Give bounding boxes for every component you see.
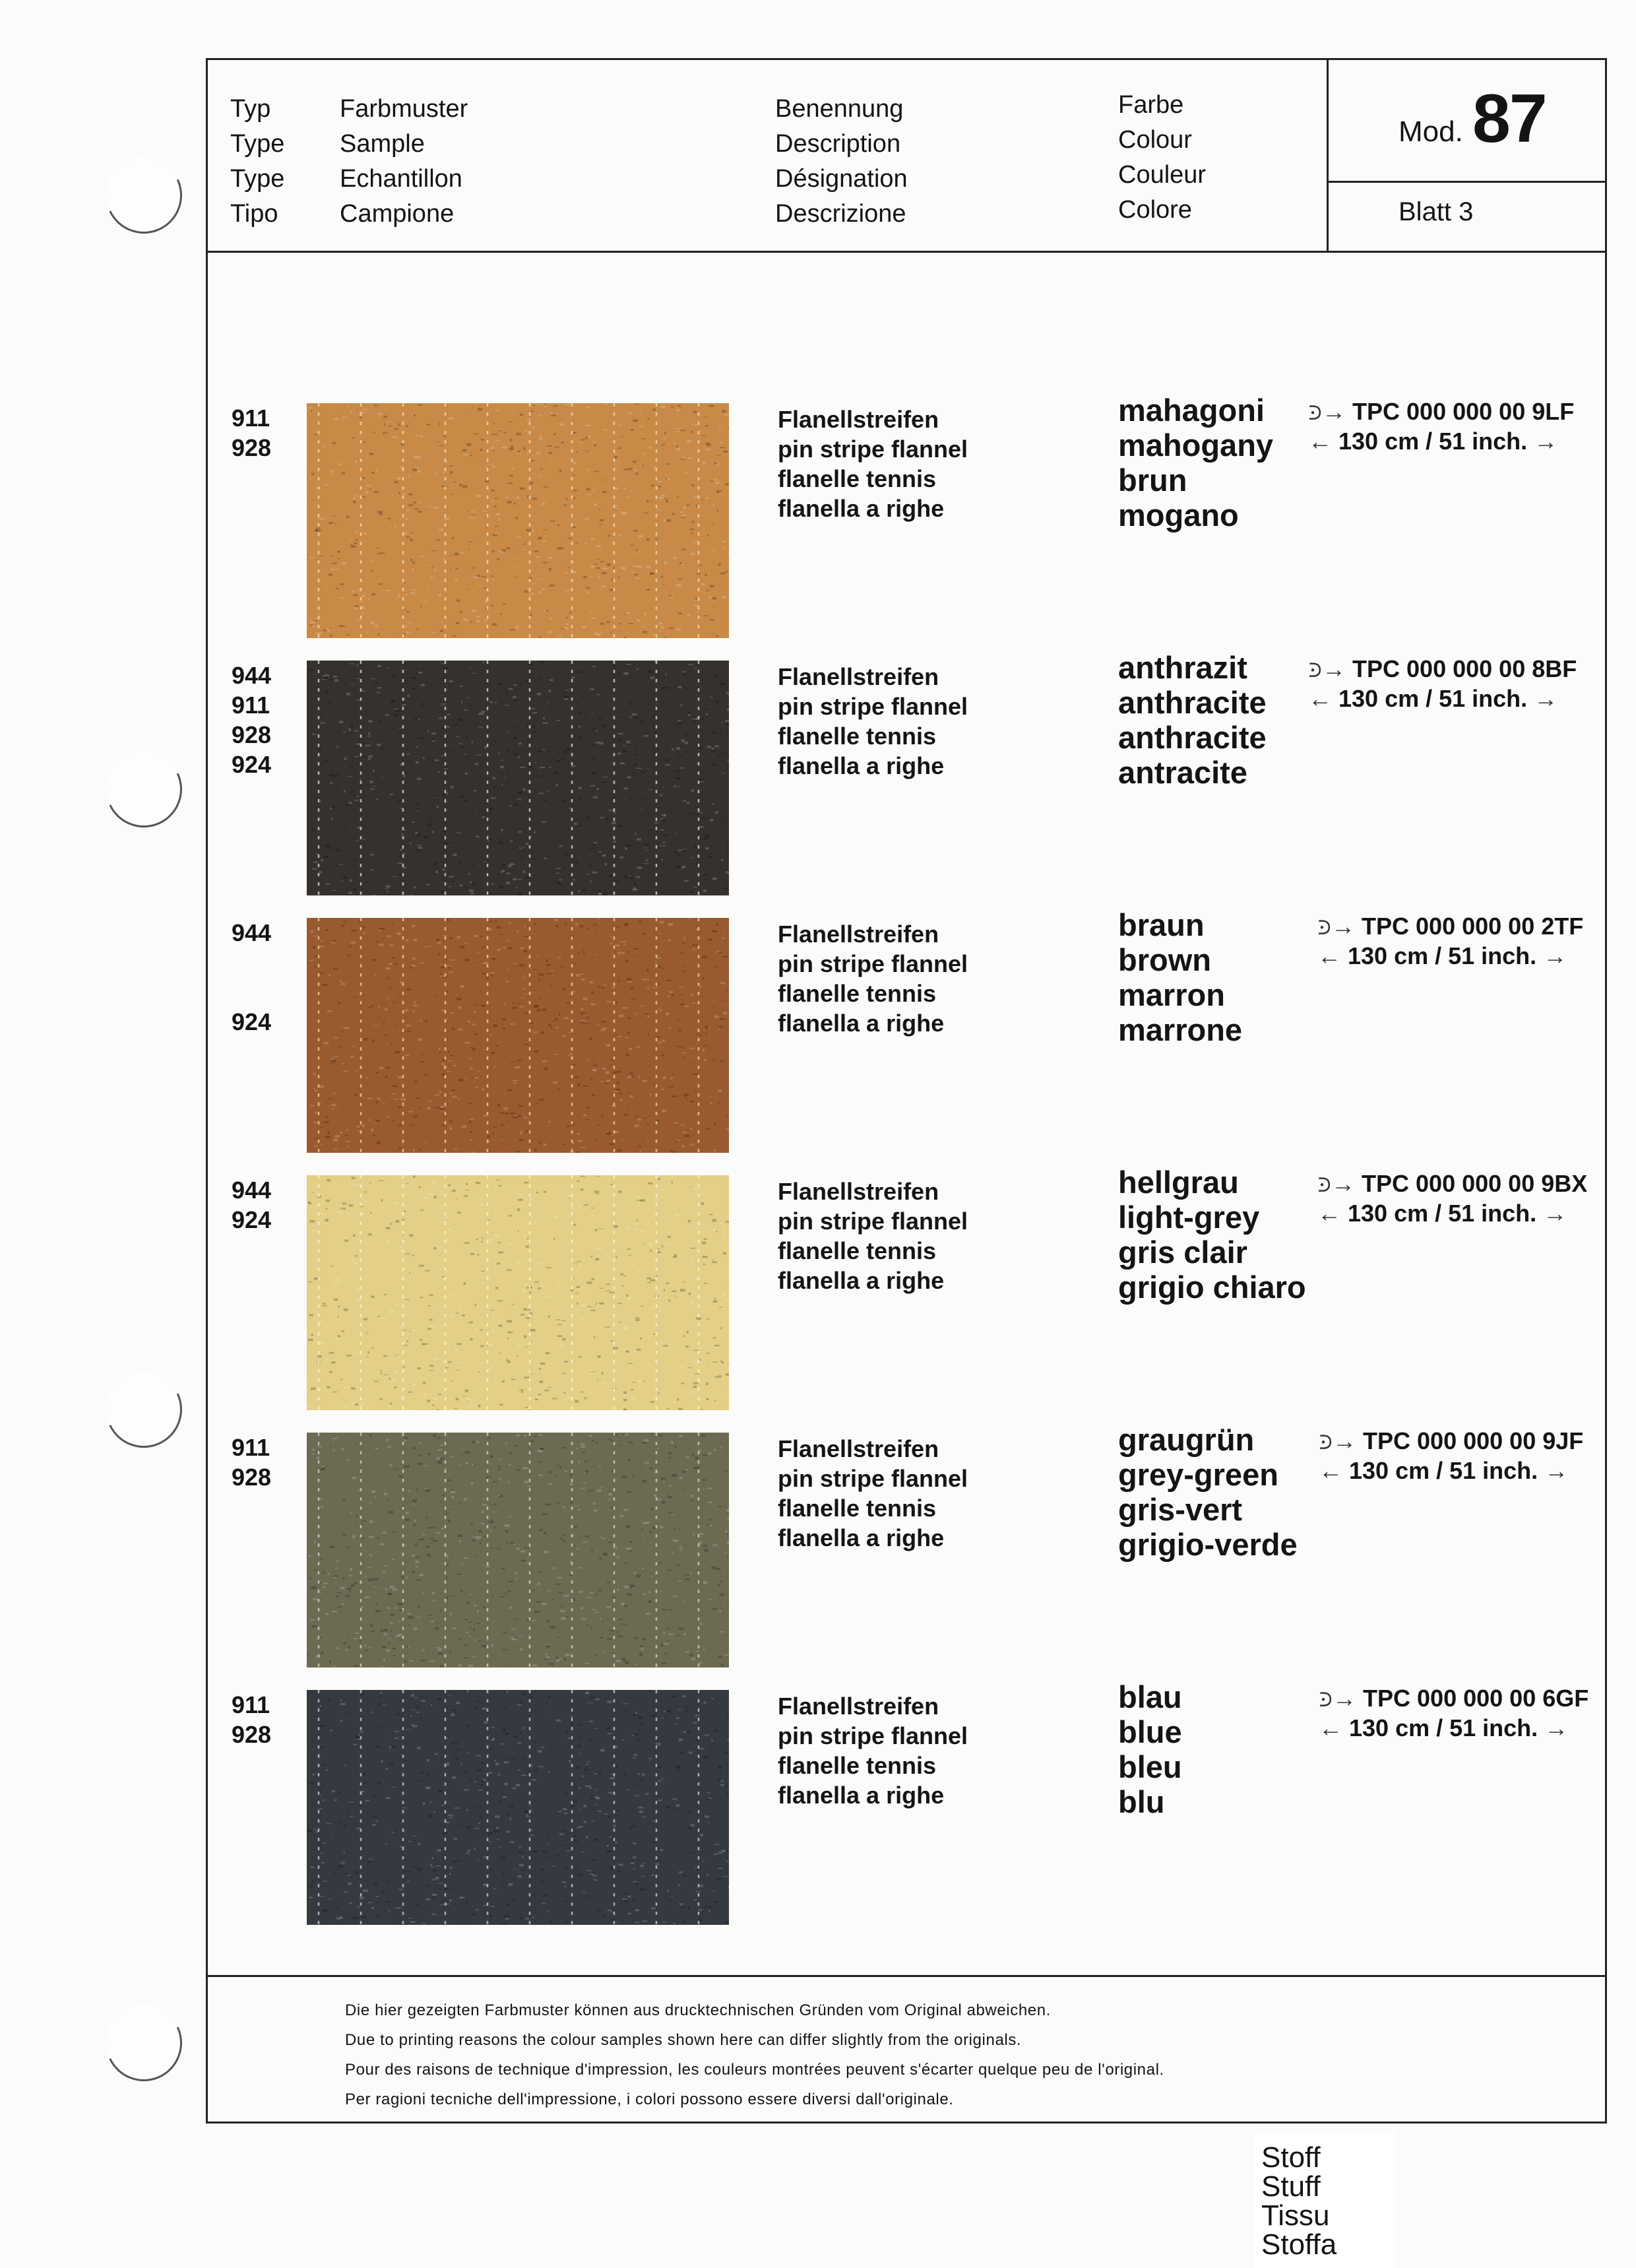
sample-code: 911 bbox=[232, 1434, 270, 1461]
tpc-code: TPC 000 000 00 9LF bbox=[1352, 398, 1575, 425]
tpc-code: TPC 000 000 00 2TF bbox=[1362, 913, 1584, 940]
sample-code: 928 bbox=[232, 721, 272, 748]
disclaimer-line-en: Due to printing reasons the colour samples shown here can differ slightly from the originals. bbox=[345, 2031, 1022, 2049]
fabric-swatch bbox=[307, 1433, 729, 1668]
description-line: Flanellstreifen bbox=[778, 921, 939, 948]
header-label: Benennung bbox=[775, 95, 904, 123]
description-line: Flanellstreifen bbox=[778, 1178, 939, 1205]
fabric-description bbox=[778, 1434, 968, 1553]
article-spec bbox=[1317, 911, 1583, 971]
sample-column-header bbox=[340, 92, 468, 232]
fabric-width: 130 cm / 51 inch. bbox=[1349, 1714, 1538, 1741]
sample-code bbox=[232, 977, 271, 1007]
disclaimer-text bbox=[345, 1995, 1164, 2114]
sample-code: 911 bbox=[232, 405, 270, 432]
colour-name: antracite bbox=[1118, 755, 1247, 790]
description-line: flanelle tennis bbox=[778, 1752, 937, 1779]
loop-arrow-icon: ⪾→ bbox=[1317, 913, 1362, 940]
header-label: Echantillon bbox=[340, 165, 462, 193]
description-line: Flanellstreifen bbox=[778, 663, 939, 690]
sample-code: 911 bbox=[232, 1691, 270, 1718]
colour-name: hellgrau bbox=[1118, 1165, 1239, 1200]
arrow-left-icon: ← bbox=[1317, 942, 1348, 969]
tpc-code: TPC 000 000 00 9BX bbox=[1362, 1170, 1588, 1197]
arrow-left-icon: ← bbox=[1308, 428, 1339, 455]
colour-name: grigio-verde bbox=[1118, 1527, 1298, 1562]
colour-name: gris clair bbox=[1118, 1235, 1247, 1270]
disclaimer-line-fr: Pour des raisons de technique d'impression, les couleurs montrées peuvent s'écarter quelque peu de l'original. bbox=[345, 2061, 1164, 2079]
punch-hole bbox=[95, 146, 193, 245]
arrow-right-icon: → bbox=[1536, 1200, 1567, 1227]
header-label: Farbmuster bbox=[340, 95, 468, 123]
header-label: Colour bbox=[1118, 126, 1192, 154]
sample-codes bbox=[232, 1433, 271, 1492]
colour-name: light-grey bbox=[1118, 1200, 1260, 1235]
sample-codes bbox=[232, 1690, 271, 1749]
header-label: Tipo bbox=[230, 200, 278, 228]
fabric-width: 130 cm / 51 inch. bbox=[1349, 1457, 1538, 1484]
arrow-right-icon: → bbox=[1538, 1457, 1569, 1484]
colour-names bbox=[1118, 393, 1273, 533]
corner-label-line: Tissu bbox=[1261, 2199, 1330, 2232]
colour-name: gris-vert bbox=[1118, 1492, 1243, 1527]
fabric-width: 130 cm / 51 inch. bbox=[1348, 942, 1537, 969]
sample-code: 924 bbox=[232, 751, 272, 778]
description-line: Flanellstreifen bbox=[778, 1693, 939, 1720]
fabric-swatch bbox=[307, 918, 729, 1153]
sample-code: 911 bbox=[232, 692, 270, 719]
corner-label-line: Stoff bbox=[1261, 2141, 1321, 2174]
sample-row bbox=[208, 1679, 1605, 1928]
colour-name: mogano bbox=[1118, 498, 1239, 533]
header-label: Couleur bbox=[1118, 161, 1207, 189]
colour-name: anthracite bbox=[1118, 685, 1267, 720]
colour-name: brun bbox=[1118, 463, 1187, 498]
colour-name: anthrazit bbox=[1118, 650, 1247, 685]
colour-names bbox=[1118, 907, 1242, 1047]
fabric-description bbox=[778, 919, 968, 1038]
description-line: flanelle tennis bbox=[778, 465, 937, 492]
fabric-width: 130 cm / 51 inch. bbox=[1338, 428, 1528, 455]
description-line: pin stripe flannel bbox=[778, 436, 968, 463]
sample-row bbox=[208, 393, 1605, 641]
type-column-header bbox=[230, 92, 284, 232]
header-label: Type bbox=[230, 130, 285, 158]
colour-names bbox=[1118, 1422, 1298, 1562]
arrow-left-icon: ← bbox=[1308, 685, 1339, 712]
sample-code: 944 bbox=[232, 1177, 272, 1204]
header-label: Descrizione bbox=[775, 200, 906, 228]
article-spec bbox=[1319, 1426, 1583, 1485]
description-line: Flanellstreifen bbox=[778, 1435, 939, 1462]
fabric-width: 130 cm / 51 inch. bbox=[1348, 1200, 1537, 1227]
sheet-number: Blatt 3 bbox=[1399, 197, 1474, 226]
description-line: flanella a righe bbox=[778, 1267, 945, 1294]
colour-name: blue bbox=[1118, 1714, 1182, 1749]
description-line: flanella a righe bbox=[778, 1010, 945, 1037]
article-spec bbox=[1319, 1683, 1589, 1743]
sample-sheet bbox=[206, 58, 1607, 2123]
sample-code: 928 bbox=[232, 434, 272, 461]
colour-names bbox=[1118, 1679, 1182, 1819]
fabric-description bbox=[778, 1177, 968, 1295]
punch-hole bbox=[95, 1361, 193, 1459]
sample-code: 924 bbox=[232, 1206, 272, 1233]
description-line: flanella a righe bbox=[778, 1782, 945, 1809]
colour-names bbox=[1118, 1165, 1306, 1305]
disclaimer-line-it: Per ragioni tecniche dell'impressione, i colori possono essere diversi dall'originale. bbox=[345, 2090, 954, 2108]
fabric-description bbox=[778, 662, 968, 781]
tpc-code: TPC 000 000 00 9JF bbox=[1363, 1427, 1584, 1454]
corner-label-line: Stuff bbox=[1261, 2170, 1321, 2203]
model-box bbox=[1327, 60, 1605, 251]
header-label: Désignation bbox=[775, 165, 908, 193]
description-line: flanelle tennis bbox=[778, 723, 937, 750]
fabric-swatch bbox=[307, 403, 729, 638]
colour-name: bleu bbox=[1118, 1749, 1182, 1784]
disclaimer-footer bbox=[208, 1975, 1605, 2125]
punch-hole bbox=[95, 740, 193, 839]
description-column-header bbox=[775, 92, 908, 232]
description-line: pin stripe flannel bbox=[778, 950, 968, 977]
sample-code: 944 bbox=[232, 919, 272, 946]
sample-code: 944 bbox=[232, 662, 272, 689]
swatch-base bbox=[307, 661, 729, 895]
sample-code: 928 bbox=[232, 1464, 272, 1491]
model-number-cell bbox=[1329, 60, 1605, 183]
arrow-left-icon: ← bbox=[1319, 1714, 1350, 1741]
loop-arrow-icon: ⪾→ bbox=[1319, 1427, 1364, 1454]
fabric-swatch bbox=[307, 661, 729, 895]
sample-row bbox=[208, 1165, 1605, 1413]
sample-codes bbox=[232, 403, 271, 463]
description-line: Flanellstreifen bbox=[778, 406, 939, 433]
sample-row bbox=[208, 907, 1605, 1155]
arrow-right-icon: → bbox=[1536, 942, 1567, 969]
corner-label-line: Stoffa bbox=[1261, 2228, 1337, 2261]
description-line: pin stripe flannel bbox=[778, 693, 968, 720]
swatch-base bbox=[307, 918, 729, 1153]
description-line: pin stripe flannel bbox=[778, 1208, 968, 1235]
colour-column-header bbox=[1118, 88, 1206, 228]
model-label: Mod. bbox=[1399, 115, 1463, 148]
header-label: Sample bbox=[340, 130, 425, 158]
colour-name: graugrün bbox=[1118, 1422, 1255, 1457]
arrow-left-icon: ← bbox=[1319, 1457, 1350, 1484]
description-line: flanella a righe bbox=[778, 752, 945, 779]
sample-codes bbox=[232, 661, 271, 779]
colour-name: blu bbox=[1118, 1784, 1165, 1819]
header-label: Campione bbox=[340, 200, 455, 228]
colour-name: mahogany bbox=[1118, 428, 1274, 463]
colour-name: grey-green bbox=[1118, 1457, 1278, 1492]
header-label: Type bbox=[230, 165, 285, 193]
header-label: Colore bbox=[1118, 196, 1192, 224]
article-spec bbox=[1308, 654, 1577, 713]
sample-code bbox=[232, 948, 271, 977]
article-spec bbox=[1317, 1169, 1587, 1228]
tpc-code: TPC 000 000 00 8BF bbox=[1352, 655, 1577, 682]
colour-name: blau bbox=[1118, 1679, 1182, 1714]
fabric-width: 130 cm / 51 inch. bbox=[1338, 685, 1528, 712]
colour-name: braun bbox=[1118, 907, 1205, 942]
arrow-right-icon: → bbox=[1527, 685, 1558, 712]
fabric-description bbox=[778, 1691, 968, 1810]
colour-name: marron bbox=[1118, 977, 1225, 1012]
sample-code: 928 bbox=[232, 1721, 272, 1748]
loop-arrow-icon: ⪾→ bbox=[1317, 1170, 1362, 1197]
description-line: flanella a righe bbox=[778, 1524, 945, 1551]
disclaimer-line-de: Die hier gezeigten Farbmuster können aus drucktechnischen Gründen vom Original abweichen. bbox=[345, 2001, 1051, 2019]
sample-row bbox=[208, 650, 1605, 898]
sample-row bbox=[208, 1422, 1605, 1670]
description-line: flanelle tennis bbox=[778, 1495, 937, 1522]
sample-code: 924 bbox=[232, 1008, 272, 1035]
colour-name: mahagoni bbox=[1118, 393, 1265, 428]
sample-codes bbox=[232, 918, 271, 1037]
article-spec bbox=[1308, 397, 1574, 456]
tpc-code: TPC 000 000 00 6GF bbox=[1363, 1685, 1589, 1712]
description-line: flanelle tennis bbox=[778, 980, 937, 1007]
model-number: 87 bbox=[1472, 81, 1546, 157]
loop-arrow-icon: ⪾→ bbox=[1308, 655, 1353, 682]
corner-label bbox=[1261, 2143, 1337, 2259]
header-label: Farbe bbox=[1118, 91, 1184, 119]
description-line: pin stripe flannel bbox=[778, 1465, 968, 1492]
description-line: flanella a righe bbox=[778, 495, 945, 522]
sheet-header bbox=[208, 60, 1605, 253]
colour-name: brown bbox=[1118, 942, 1211, 977]
loop-arrow-icon: ⪾→ bbox=[1319, 1685, 1364, 1712]
swatch-base bbox=[307, 1433, 729, 1668]
loop-arrow-icon: ⪾→ bbox=[1308, 398, 1353, 425]
fabric-description bbox=[778, 405, 968, 523]
sample-codes bbox=[232, 1175, 271, 1235]
header-label: Description bbox=[775, 130, 901, 158]
arrow-left-icon: ← bbox=[1317, 1200, 1348, 1227]
punch-hole bbox=[95, 1994, 193, 2092]
fabric-swatch bbox=[307, 1175, 729, 1410]
colour-name: grigio chiaro bbox=[1118, 1270, 1306, 1305]
arrow-right-icon: → bbox=[1538, 1714, 1569, 1741]
header-label: Typ bbox=[230, 95, 271, 123]
arrow-right-icon: → bbox=[1527, 428, 1558, 455]
colour-names bbox=[1118, 650, 1267, 790]
description-line: flanelle tennis bbox=[778, 1237, 937, 1264]
colour-name: marrone bbox=[1118, 1012, 1243, 1047]
fabric-swatch bbox=[307, 1690, 729, 1925]
colour-name: anthracite bbox=[1118, 720, 1267, 755]
description-line: pin stripe flannel bbox=[778, 1722, 968, 1749]
